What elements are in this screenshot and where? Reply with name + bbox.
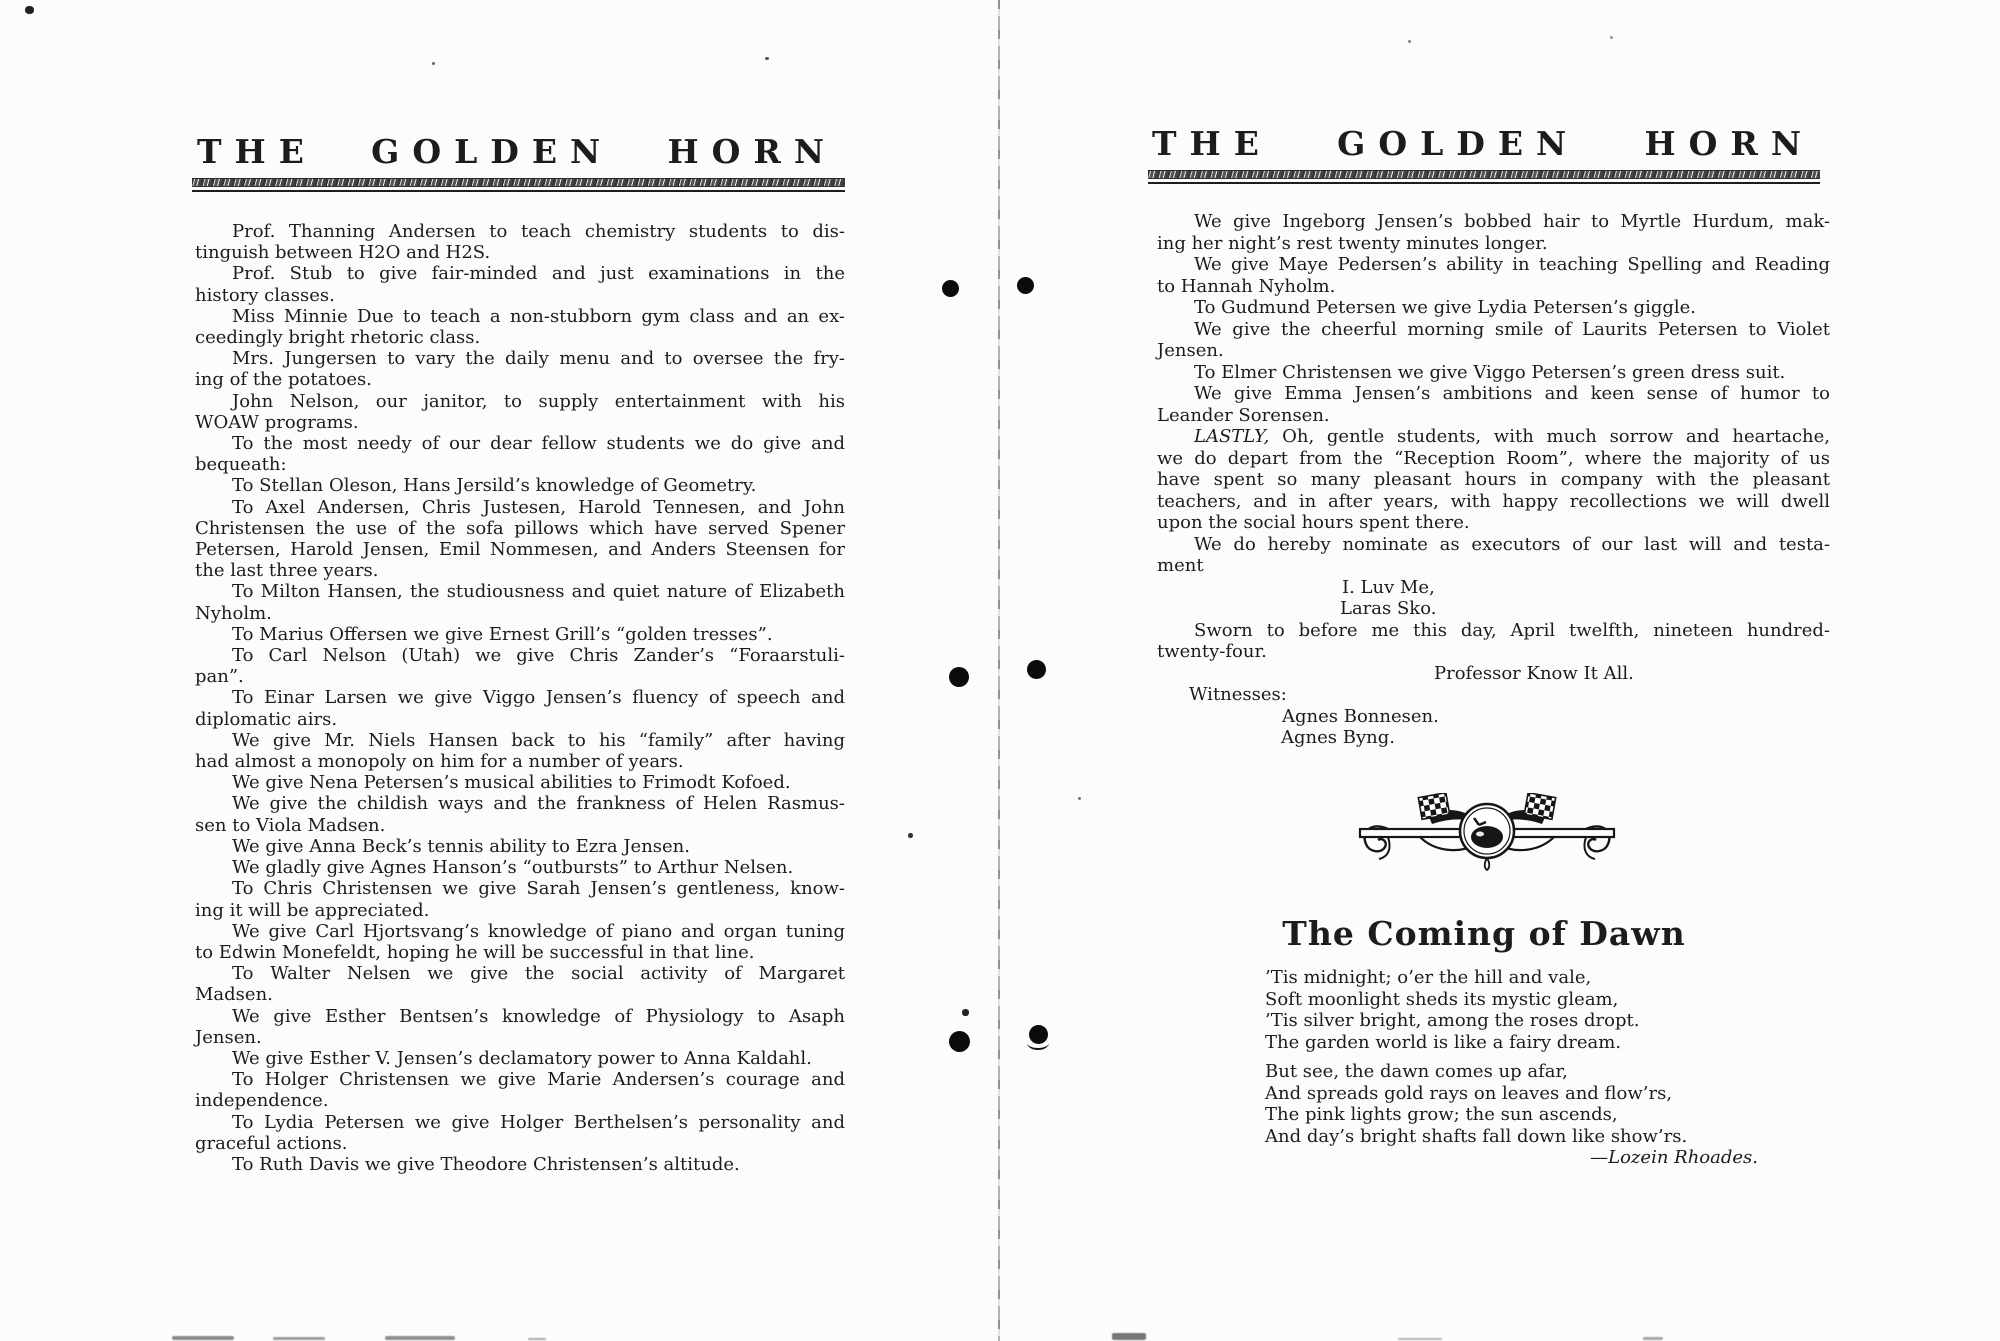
title-word: HORN — [1644, 124, 1814, 163]
text-line: Nyholm. — [195, 602, 272, 624]
ink-speck — [25, 6, 34, 14]
paragraph — [195, 433, 845, 475]
text-line: To Ruth Davis we give Theodore Christensen’s altitude. — [232, 1153, 740, 1175]
ink-speck — [432, 62, 435, 65]
title-word: THE — [197, 132, 317, 171]
text-line: We give Maye Pedersen’s ability in teaching Spelling and Reading — [1194, 254, 1830, 275]
checkered-flag-scroll-ornament-icon — [1358, 793, 1616, 873]
text-line: We give the childish ways and the frankness of Helen Rasmus- — [232, 793, 845, 815]
text-line: We gladly give Agnes Hanson’s “outbursts” to Arthur Nelsen. — [232, 857, 794, 879]
paragraph — [195, 475, 845, 496]
text-line: To Gudmund Petersen we give Lydia Petersen’s giggle. — [1194, 297, 1697, 318]
ink-speck — [1610, 36, 1613, 39]
witness-name: Agnes Byng. — [1281, 727, 1395, 748]
paragraph — [195, 963, 845, 1005]
text-line: We give Emma Jensen’s ambitions and keen sense of humor to — [1194, 383, 1830, 404]
paragraph — [195, 306, 845, 348]
poem-line: Soft moonlight sheds its mystic gleam, — [1265, 988, 1619, 1010]
text-line: To Lydia Petersen we give Holger Berthelsen’s personality and — [232, 1111, 845, 1133]
paragraph — [1157, 362, 1830, 384]
text-line: WOAW programs. — [195, 411, 359, 433]
paragraph — [195, 221, 845, 263]
text-line: Mrs. Jungersen to vary the daily menu and to oversee the fry- — [232, 348, 845, 370]
text-line: history classes. — [195, 284, 335, 306]
text-line: To Elmer Christensen we give Viggo Petersen’s green dress suit. — [1194, 361, 1786, 383]
paragraph — [1157, 426, 1830, 534]
witnesses-label: Witnesses: — [1189, 684, 1287, 705]
executor-signature: I. Luv Me, — [1342, 576, 1435, 598]
text-line: To Einar Larsen we give Viggo Jensen’s fluency of speech and — [232, 687, 845, 709]
text-line: pan”. — [195, 666, 244, 688]
text-line: To Axel Andersen, Chris Justesen, Harold Tennesen, and John — [232, 496, 845, 518]
paragraph — [195, 921, 845, 963]
text-line: To Marius Offersen we give Ernest Grill’s “golden tresses”. — [232, 623, 773, 645]
paragraph — [1157, 297, 1830, 319]
text-line: Miss Minnie Due to teach a non-stubborn gym class and an ex- — [232, 305, 845, 327]
text-line: twenty-four. — [1157, 641, 1267, 662]
right-title-rule — [1148, 170, 1820, 184]
poem-stanza — [1265, 967, 1758, 1053]
text-line: ing her night’s rest twenty minutes longer. — [1157, 232, 1548, 254]
text-line: bequeath: — [195, 454, 287, 476]
ink-speck — [908, 833, 913, 838]
poem — [1265, 967, 1758, 1169]
left-page-text — [195, 221, 845, 1175]
paragraph — [195, 772, 845, 793]
text-line: We give Mr. Niels Hansen back to his “family” after having — [232, 729, 845, 751]
executor-signature: Laras Sko. — [1340, 598, 1437, 619]
paragraph — [1157, 620, 1830, 663]
title-word: GOLDEN — [371, 132, 614, 171]
scan-arc-mark — [1027, 1036, 1049, 1050]
text-line: Prof. Stub to give fair-minded and just examinations in the — [232, 263, 845, 285]
scan-smudge — [172, 1336, 234, 1340]
paragraph — [195, 1112, 845, 1154]
paragraph — [195, 730, 845, 772]
text-line: sen to Viola Madsen. — [195, 814, 386, 836]
text-line: ment — [1157, 555, 1204, 576]
right-page-title — [1152, 126, 1814, 162]
text-line: Sworn to before me this day, April twelfth, nineteen hundred- — [1194, 619, 1830, 641]
poem-line: ’Tis midnight; o’er the hill and vale, — [1265, 967, 1592, 988]
paragraph — [195, 624, 845, 645]
title-word: THE — [1152, 124, 1272, 163]
scan-smudge — [1398, 1338, 1442, 1340]
text-line: We do hereby nominate as executors of our last will and testa- — [1194, 533, 1830, 555]
text-line: to Edwin Monefeldt, hoping he will be successful in that line. — [195, 941, 755, 963]
text-line: We give Ingeborg Jensen’s bobbed hair to Myrtle Hurdum, mak- — [1194, 211, 1830, 232]
text-line: Jensen. — [1157, 340, 1224, 361]
paragraph — [195, 878, 845, 920]
poem-stanzas — [1265, 967, 1758, 1147]
poem-line: And day’s bright shafts fall down like show’rs. — [1265, 1125, 1688, 1147]
binding-hole-dot — [949, 1031, 970, 1052]
poem-line: But see, the dawn comes up afar, — [1265, 1061, 1568, 1082]
rule-line — [192, 190, 845, 192]
text-line: Petersen, Harold Jensen, Emil Nommesen, and Anders Steensen for — [195, 539, 845, 561]
text-line: independence. — [195, 1090, 329, 1112]
scan-smudge — [273, 1337, 325, 1340]
text-line: LASTLY, Oh, gentle students, with much sorrow and heartache, — [1194, 426, 1830, 447]
text-line: upon the social hours spent there. — [1157, 512, 1470, 533]
binding-hole-dot — [949, 667, 969, 687]
poem-line: And spreads gold rays on leaves and flow’rs, — [1265, 1082, 1673, 1104]
text-line: ing of the potatoes. — [195, 369, 373, 391]
rule-line — [1148, 182, 1820, 184]
left-page-title — [197, 134, 837, 170]
binding-hole-dot — [1027, 660, 1046, 679]
text-line: We give Esther Bentsen’s knowledge of Physiology to Asaph — [232, 1005, 845, 1027]
text-line: John Nelson, our janitor, to supply entertainment with his — [232, 390, 845, 412]
ink-speck — [1408, 40, 1411, 43]
scan-smudge — [1112, 1333, 1146, 1340]
poem-line: The pink lights grow; the sun ascends, — [1265, 1104, 1618, 1125]
text-line: ceedingly bright rhetoric class. — [195, 327, 481, 349]
paragraph — [195, 581, 845, 623]
text-line: diplomatic airs. — [195, 708, 338, 730]
poem-title: The Coming of Dawn — [1282, 914, 1686, 953]
paragraph — [195, 1006, 845, 1048]
scan-smudge — [1643, 1337, 1663, 1340]
paragraph — [195, 1048, 845, 1069]
text-line: To Chris Christensen we give Sarah Jensen’s gentleness, know- — [232, 878, 845, 900]
text-line: the last three years. — [195, 560, 379, 582]
text-line: we do depart from the “Reception Room”, where the majority of us — [1157, 447, 1830, 469]
poem-attribution: —Lozein Rhoades. — [1590, 1147, 1758, 1168]
right-page-text — [1157, 211, 1830, 749]
title-word: HORN — [667, 132, 837, 171]
paragraph — [1157, 319, 1830, 362]
binding-hole-dot — [1017, 277, 1034, 294]
paragraph — [195, 1154, 845, 1175]
text-line: to Hannah Nyholm. — [1157, 275, 1336, 297]
rule-band — [1148, 170, 1820, 179]
text-line: Prof. Thanning Andersen to teach chemistry students to dis- — [232, 221, 845, 242]
paragraph — [195, 497, 845, 582]
paragraph — [195, 263, 845, 305]
text-line: To the most needy of our dear fellow students we do give and — [232, 433, 845, 455]
text-line: To Carl Nelson (Utah) we give Chris Zander’s “Foraarstuli- — [232, 645, 845, 667]
paragraph — [195, 348, 845, 390]
paragraph — [195, 391, 845, 433]
text-line: To Milton Hansen, the studiousness and quiet nature of Elizabeth — [232, 581, 845, 603]
text-line: We give Nena Petersen’s musical abilities to Frimodt Kofoed. — [232, 772, 791, 794]
scan-smudge — [528, 1338, 546, 1340]
text-line: Madsen. — [195, 984, 273, 1006]
notary-signature: Professor Know It All. — [1434, 662, 1634, 684]
paragraph — [1157, 383, 1830, 426]
text-line: To Holger Christensen we give Marie Andersen’s courage and — [232, 1069, 845, 1091]
witness-name: Agnes Bonnesen. — [1282, 705, 1439, 727]
text-line: Leander Sorensen. — [1157, 404, 1330, 426]
text-line: graceful actions. — [195, 1132, 348, 1154]
text-line: have spent so many pleasant hours in company with the pleasant — [1157, 469, 1830, 490]
rule-band — [192, 178, 845, 187]
poem-line: The garden world is like a fairy dream. — [1265, 1031, 1622, 1053]
text-line: We give Esther V. Jensen’s declamatory power to Anna Kaldahl. — [232, 1047, 812, 1069]
ink-speck — [962, 1009, 969, 1016]
text-line: teachers, and in after years, with happy recollections we will dwell — [1157, 490, 1830, 512]
text-line: We give the cheerful morning smile of Laurits Petersen to Violet — [1194, 318, 1830, 340]
ink-speck — [765, 57, 769, 60]
text-line: To Stellan Oleson, Hans Jersild’s knowledge of Geometry. — [232, 475, 757, 497]
paragraph — [195, 687, 845, 729]
paragraph — [1157, 211, 1830, 254]
text-line: To Walter Nelsen we give the social activity of Margaret — [232, 963, 845, 985]
text-line: ing it will be appreciated. — [195, 899, 430, 921]
binding-hole-dot — [942, 280, 959, 297]
paragraph — [1157, 534, 1830, 577]
paragraph — [195, 857, 845, 878]
text-line: Jensen. — [195, 1026, 262, 1048]
text-line: tinguish between H2O and H2S. — [195, 242, 491, 264]
text-line: Christensen the use of the sofa pillows which have served Spener — [195, 517, 845, 539]
paragraph — [1157, 254, 1830, 297]
text-line: We give Carl Hjortsvang’s knowledge of piano and organ tuning — [232, 920, 845, 942]
ink-speck — [1078, 797, 1081, 800]
text-line: We give Anna Beck’s tennis ability to Ezra Jensen. — [232, 835, 690, 857]
left-title-rule — [192, 178, 845, 192]
poem-line: ’Tis silver bright, among the roses dropt. — [1265, 1010, 1640, 1031]
scan-smudge — [385, 1336, 455, 1340]
title-word: GOLDEN — [1337, 124, 1580, 163]
poem-stanza — [1265, 1061, 1758, 1147]
paragraph — [195, 645, 845, 687]
page-gutter-line — [998, 0, 1000, 1341]
paragraph — [195, 1069, 845, 1111]
paragraph — [195, 793, 845, 835]
text-line: had almost a monopoly on him for a number of years. — [195, 751, 684, 773]
paragraph — [195, 836, 845, 857]
